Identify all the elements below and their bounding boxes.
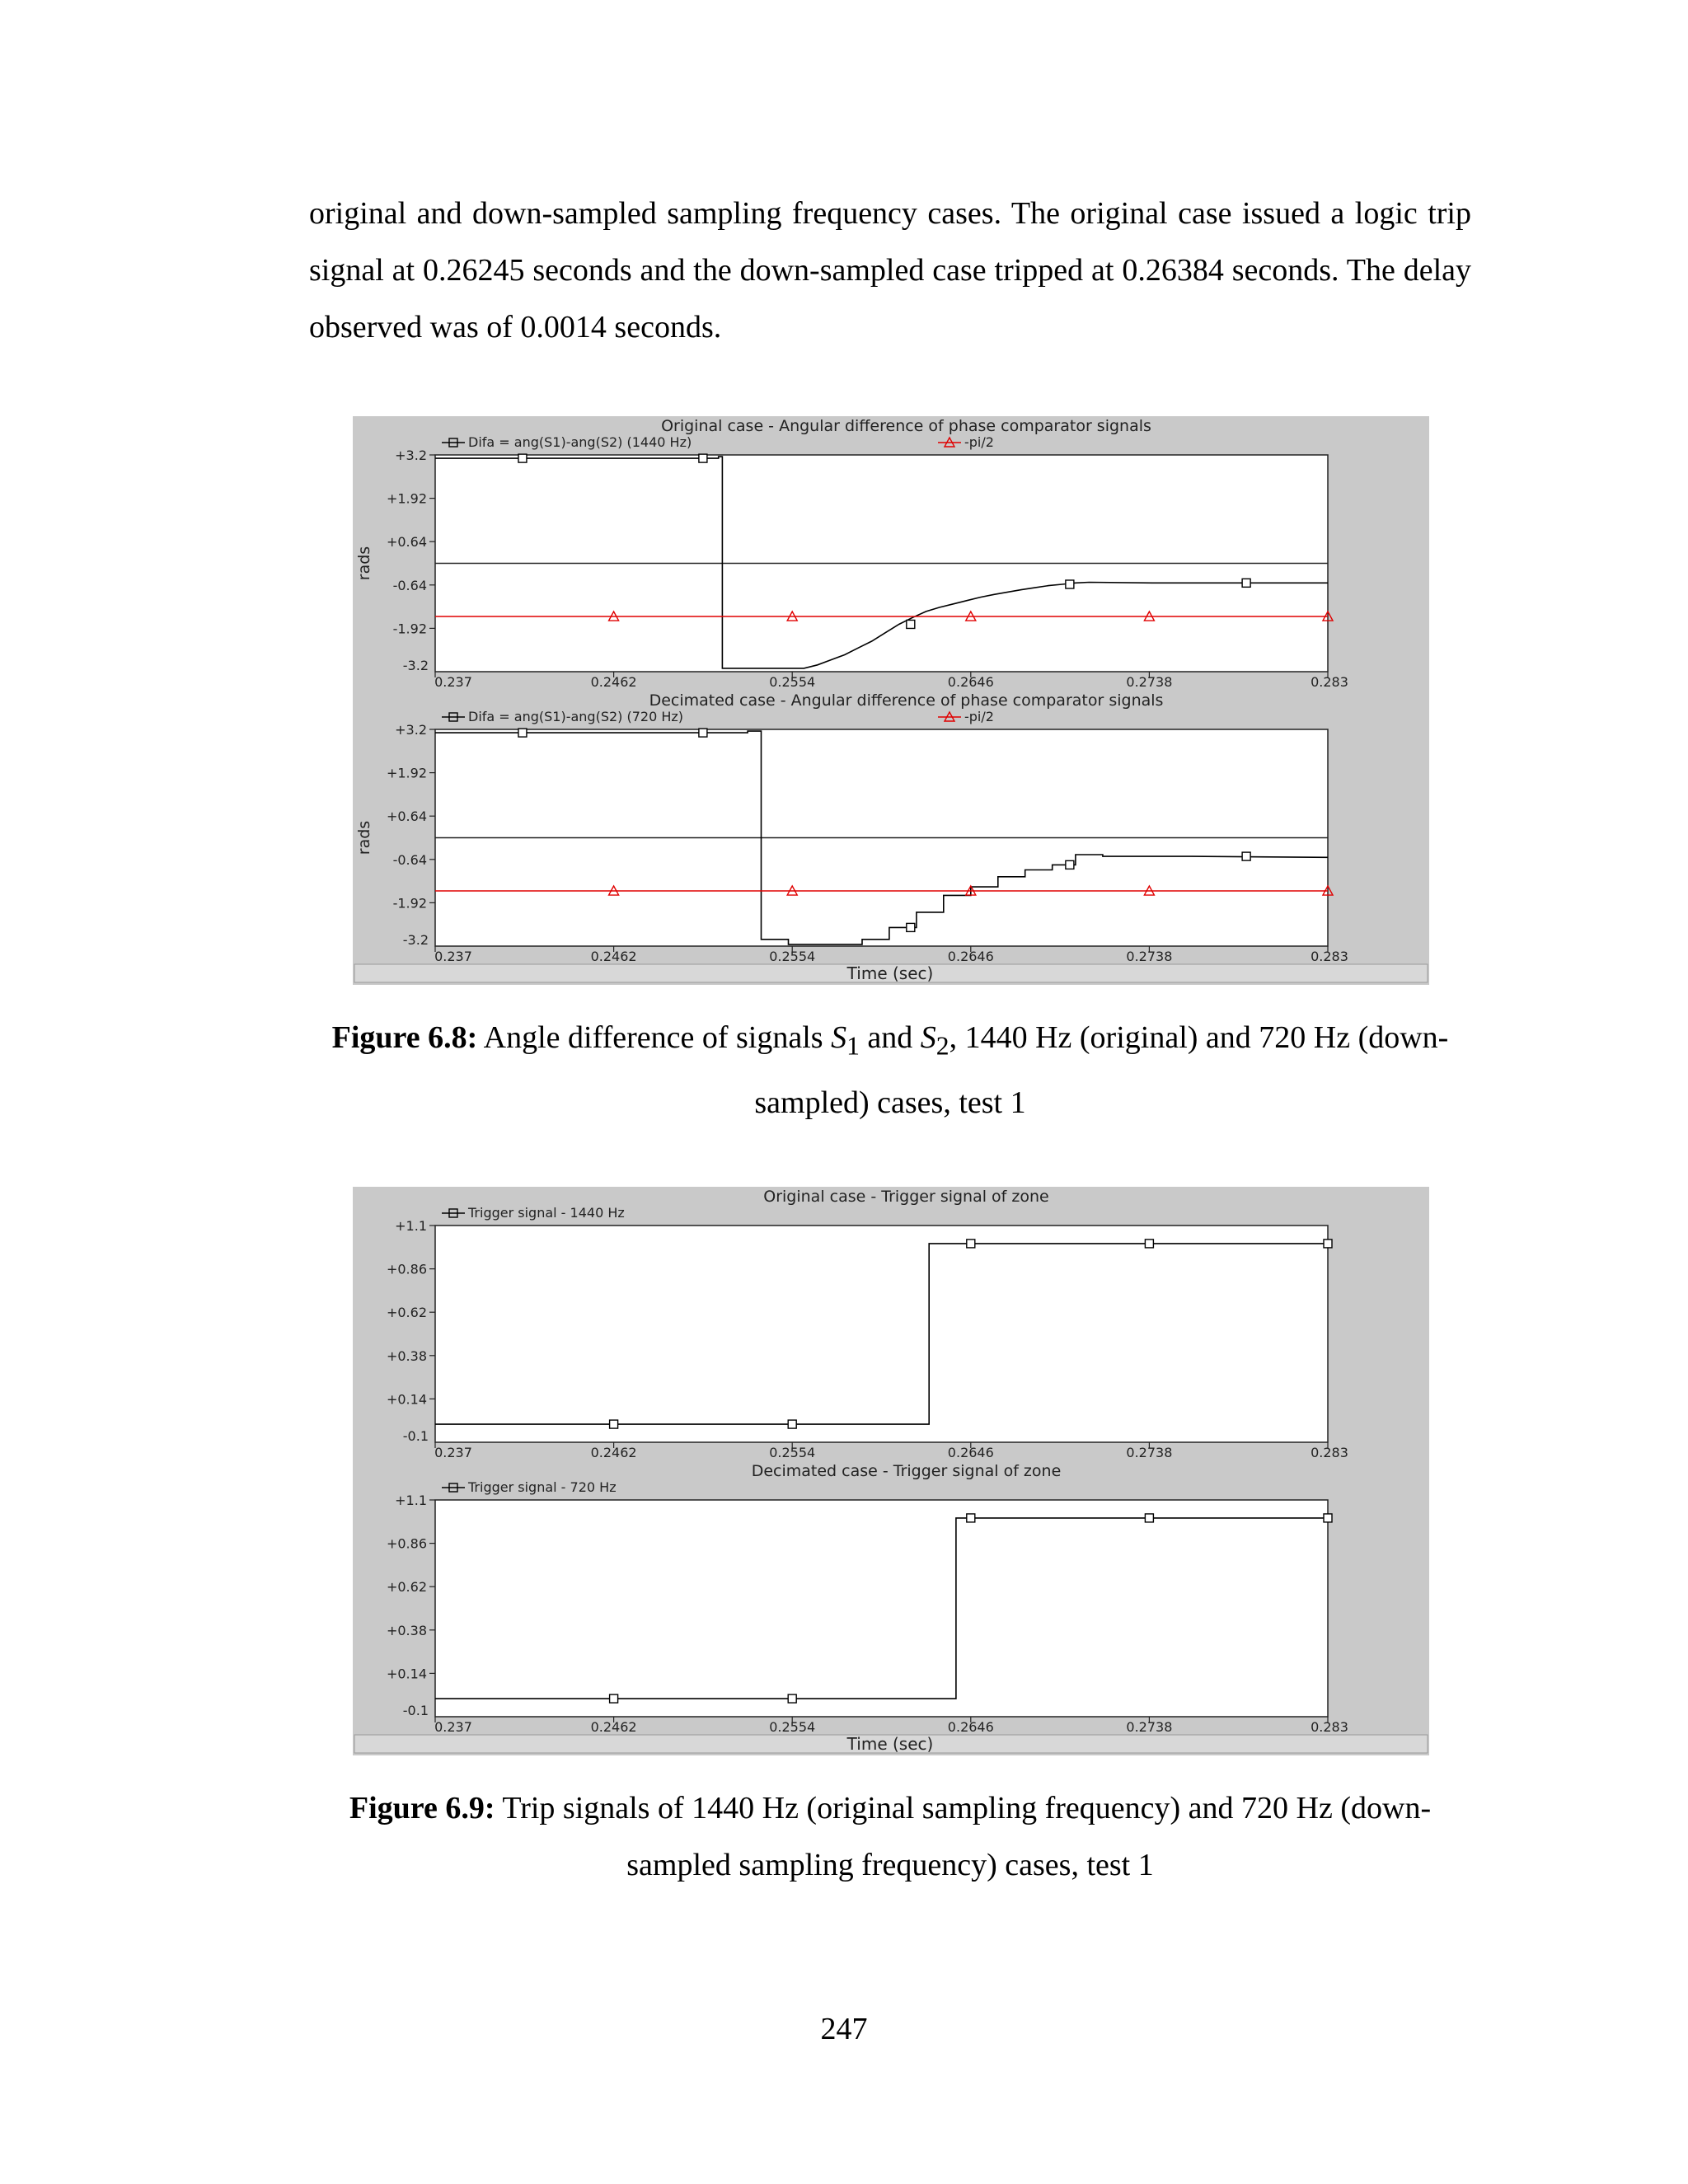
figure-6-9-plots [353,1187,1429,1755]
data-marker [788,1420,796,1428]
x-tick-label: 0.2554 [769,949,816,964]
x-tick-label: 0.2738 [1126,1719,1173,1735]
data-marker [1145,1240,1153,1248]
x-tick-label: 0.2554 [769,1445,816,1460]
data-marker [1066,860,1074,869]
y-axis-label: rads [355,546,373,581]
y-tick-label: -1.92 [392,895,427,912]
legend-entry: -pi/2 [964,709,994,724]
y-tick-label: +0.86 [386,1535,427,1552]
legend-entry: Difa = ang(S1)-ang(S2) (1440 Hz) [468,434,692,450]
x-tick-label: 0.2462 [590,674,637,690]
plot-area [435,1500,1328,1717]
y-tick-label: +0.14 [386,1666,427,1682]
caption-label: Figure 6.8: [331,1020,478,1055]
y-tick-label: +0.62 [386,1579,427,1596]
y-tick-label: -1.92 [392,621,427,637]
y-tick-label: +0.14 [386,1391,427,1408]
data-marker [1066,580,1074,588]
x-tick-label: 0.2738 [1126,674,1173,690]
figure-6-8-caption [309,1010,1471,1132]
caption-label: Figure 6.9: [349,1791,495,1825]
data-marker [967,1240,975,1248]
caption-text: Angle difference of signals [483,1020,832,1055]
y-tick-label: +0.38 [386,1622,427,1638]
signal-s2: S [920,1020,936,1055]
x-tick-label: 0.2462 [590,1719,637,1735]
y-tick-label: +0.64 [386,534,427,551]
figure-6-9-caption [309,1780,1471,1894]
y-tick-label: +0.64 [386,808,427,825]
y-tick-label: -0.1 [402,1428,429,1444]
figure-6-8-plots [353,416,1429,985]
data-marker [1324,1514,1332,1522]
y-tick-label: -3.2 [402,932,429,948]
x-tick-label: 0.2462 [590,1445,637,1460]
y-axis-label: rads [355,820,373,855]
data-marker [788,1694,796,1703]
x-tick-label: 0.237 [434,674,472,690]
y-tick-label: -0.1 [402,1703,429,1718]
x-axis-label: Time (sec) [846,1734,934,1754]
data-marker [610,1694,618,1703]
y-tick-label: +0.38 [386,1347,427,1364]
page-number: 247 [820,2012,868,2046]
y-tick-label: +3.2 [395,448,427,463]
x-tick-label: 0.283 [1311,1719,1348,1735]
x-tick-label: 0.2646 [947,1719,994,1735]
data-marker [1242,852,1250,860]
chart-title: Decimated case - Trigger signal of zone [751,1462,1062,1480]
chart-title: Original case - Trigger signal of zone [763,1188,1049,1206]
legend-entry: Trigger signal - 720 Hz [468,1479,617,1495]
x-axis-label: Time (sec) [846,963,934,983]
x-tick-label: 0.237 [434,949,472,964]
chart-title: Decimated case - Angular difference of phase comparator signals [649,691,1164,710]
caption-text: Trip signals of 1440 Hz (original sampling frequency) and 720 Hz (down-sampled sampling frequency) cases, test 1 [502,1791,1432,1882]
data-marker [518,729,527,737]
data-marker [1242,579,1250,587]
y-tick-label: +1.1 [395,1218,427,1234]
signal-s1-subscript: 1 [846,1031,860,1061]
legend-entry: Difa = ang(S1)-ang(S2) (720 Hz) [468,709,684,724]
y-tick-label: +1.1 [395,1493,427,1508]
plot-area [435,1226,1328,1442]
legend-entry: Trigger signal - 1440 Hz [468,1205,625,1221]
y-tick-label: -0.64 [392,851,427,868]
figure-6-8 [353,416,1429,985]
y-tick-label: +0.62 [386,1305,427,1321]
signal-s2-subscript: 2 [935,1031,950,1061]
caption-text-end: , 1440 Hz (original) and 720 Hz (down-sampled) cases, test 1 [754,1020,1449,1120]
caption-and: and [859,1020,921,1055]
figure-6-9 [353,1187,1429,1755]
x-tick-label: 0.2738 [1126,949,1173,964]
body-paragraph: original and down-sampled sampling frequency cases. The original case issued a logic trip signal at 0.26245 seconds and the down-sampled case tripped at 0.26384 seconds. The delay observed was of 0.0014 seconds. [309,196,1471,344]
y-tick-label: +0.86 [386,1261,427,1277]
chart-panel-0 [355,417,1348,690]
x-tick-label: 0.2554 [769,1719,816,1735]
data-marker [1145,1514,1153,1522]
x-tick-label: 0.2462 [590,949,637,964]
x-tick-label: 0.283 [1311,1445,1348,1460]
x-tick-label: 0.283 [1311,949,1348,964]
legend-entry: -pi/2 [964,434,994,450]
chart-panel-3 [354,1462,1428,1754]
data-marker [907,923,915,931]
x-tick-label: 0.2646 [947,949,994,964]
x-tick-label: 0.2738 [1126,1445,1173,1460]
data-marker [699,729,707,737]
chart-panel-2 [387,1188,1348,1460]
x-tick-label: 0.237 [434,1445,472,1460]
data-marker [967,1514,975,1522]
signal-s1: S [831,1020,847,1055]
y-tick-label: +1.92 [386,490,427,507]
data-marker [699,454,707,462]
y-tick-label: +3.2 [395,722,427,738]
data-marker [907,620,915,628]
x-tick-label: 0.237 [434,1719,472,1735]
data-marker [1324,1240,1332,1248]
chart-panel-1 [354,691,1428,983]
y-tick-label: +1.92 [386,765,427,781]
y-tick-label: -3.2 [402,658,429,673]
x-tick-label: 0.283 [1311,674,1348,690]
chart-title: Original case - Angular difference of phase comparator signals [661,417,1151,435]
x-tick-label: 0.2646 [947,674,994,690]
data-marker [610,1420,618,1428]
x-tick-label: 0.2646 [947,1445,994,1460]
x-tick-label: 0.2554 [769,674,816,690]
y-tick-label: -0.64 [392,577,427,593]
data-marker [518,454,527,462]
